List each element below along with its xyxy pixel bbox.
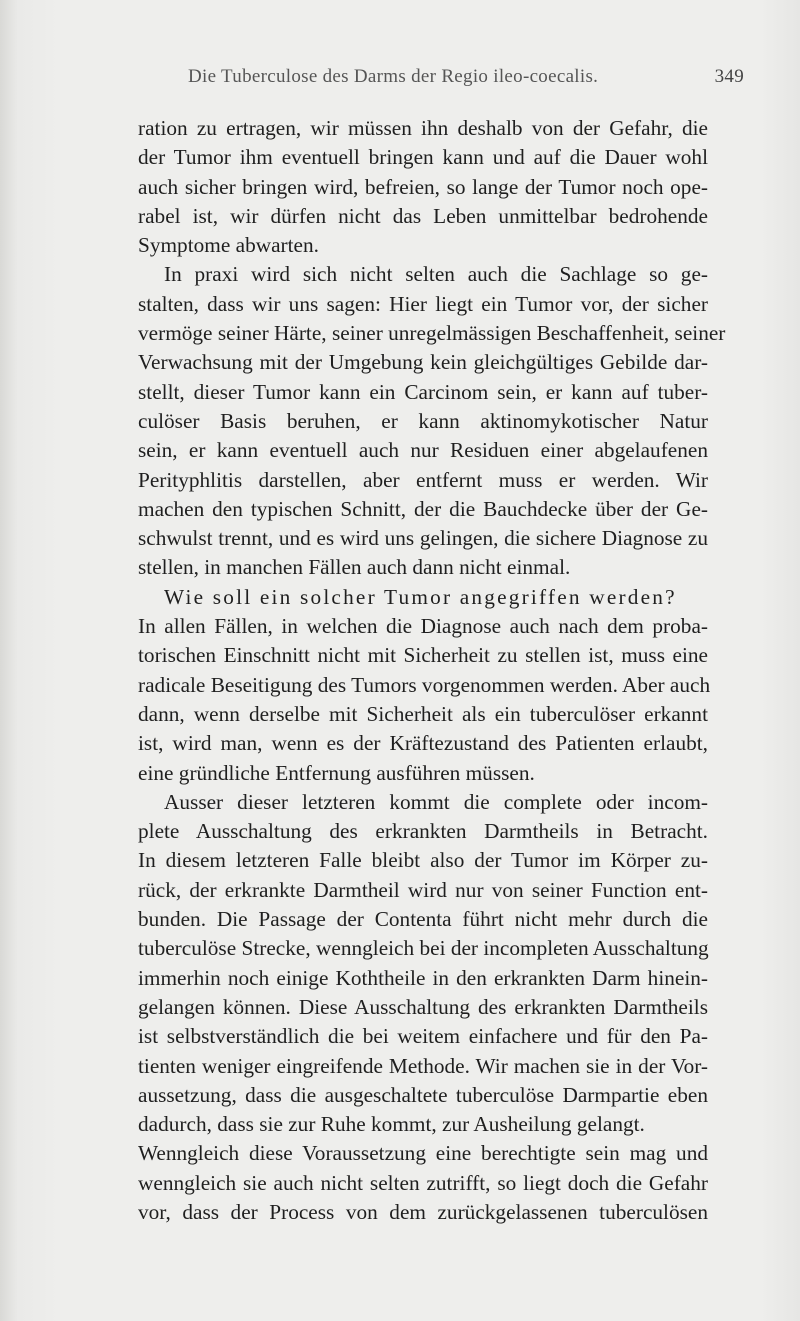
text-line: Perityphlitis darstellen, aber entfernt muss er werden. Wir xyxy=(138,467,708,492)
text-line: stellt, dieser Tumor kann ein Carcinom sein, er kann auf tuber- xyxy=(138,379,708,404)
text-line: stellen, in manchen Fällen auch dann nicht einmal. xyxy=(138,555,571,580)
text-line: ration zu ertragen, wir müssen ihn deshalb von der Gefahr, die xyxy=(138,116,708,140)
text-line: Ausser dieser letzteren kommt die complete oder incom- xyxy=(164,789,708,814)
text-line: culöser Basis beruhen, er kann aktinomykotischer Natur xyxy=(138,408,708,433)
text-line: bunden. Die Passage der Contenta führt nicht mehr durch die xyxy=(138,907,708,932)
text-line: ist selbstverständlich die bei weitem einfachere und für den Pa- xyxy=(138,1024,708,1049)
text-line: dadurch, dass sie zur Ruhe kommt, zur Ausheilung gelangt. xyxy=(138,1112,645,1137)
text-line: aussetzung, dass die ausgeschaltete tuberculöse Darmpartie eben xyxy=(138,1082,708,1107)
text-line: schwulst trennt, und es wird uns gelingen, die sichere Diagnose zu xyxy=(138,526,708,551)
text-line: dann, wenn derselbe mit Sicherheit als ein tuberculöser erkannt xyxy=(138,701,708,726)
text-line: radicale Beseitigung des Tumors vorgenommen werden. Aber auch xyxy=(138,672,711,697)
text-line: In diesem letzteren Falle bleibt also der Tumor im Körper zu- xyxy=(138,848,708,873)
text-line: rabel ist, wir dürfen nicht das Leben unmittelbar bedrohende xyxy=(138,203,708,228)
text-line: vor, dass der Process von dem zurückgelassenen tuberculösen xyxy=(138,1199,708,1224)
text-line: tienten weniger eingreifende Methode. Wir machen sie in der Vor- xyxy=(138,1053,708,1078)
text-line: auch sicher bringen wird, befreien, so lange der Tumor noch ope- xyxy=(138,174,708,199)
text-line: In allen Fällen, in welchen die Diagnose auch nach dem proba- xyxy=(138,614,708,639)
text-line: vermöge seiner Härte, seiner unregelmässigen Beschaffenheit, seiner xyxy=(138,321,726,346)
text-line: sein, er kann eventuell auch nur Residuen einer abgelaufenen xyxy=(138,438,708,463)
text-line: stalten, dass wir uns sagen: Hier liegt ein Tumor vor, der sicher xyxy=(138,291,708,316)
text-line: Verwachsung mit der Umgebung kein gleichgültiges Gebilde dar- xyxy=(138,350,708,375)
text-line: In praxi wird sich nicht selten auch die Sachlage so ge- xyxy=(164,262,708,287)
text-line: plete Ausschaltung des erkrankten Darmtheils in Betracht. xyxy=(138,819,708,844)
text-body xyxy=(138,114,726,1227)
text-line: tuberculöse Strecke, wenngleich bei der incompleten Ausschaltung xyxy=(138,936,709,961)
text-line: wenngleich sie auch nicht selten zutrifft, so liegt doch die Gefahr xyxy=(138,1170,708,1195)
text-line: immerhin noch einige Koththeile in den erkrankten Darm hinein- xyxy=(138,965,708,990)
page-number: 349 xyxy=(714,66,744,87)
text-line: gelangen können. Diese Ausschaltung des erkrankten Darmtheils xyxy=(138,994,708,1019)
text-line: eine gründliche Entfernung ausführen müssen. xyxy=(138,760,535,785)
section-question: Wie soll ein solcher Tumor angegriffen werden? xyxy=(164,584,677,609)
running-title: Die Tuberculose des Darms der Regio ileo-coecalis. xyxy=(188,66,599,87)
text-line: Wenngleich diese Voraussetzung eine berechtigte sein mag und xyxy=(138,1141,708,1166)
text-line: rück, der erkrankte Darmtheil wird nur von seiner Function ent- xyxy=(138,877,708,902)
text-line: machen den typischen Schnitt, der die Bauchdecke über der Ge- xyxy=(138,496,708,521)
text-line: Symptome abwarten. xyxy=(138,233,319,258)
text-line: der Tumor ihm eventuell bringen kann und auf die Dauer wohl xyxy=(138,145,708,170)
text-line: torischen Einschnitt nicht mit Sicherheit zu stellen ist, muss eine xyxy=(138,643,708,668)
text-line: ist, wird man, wenn es der Kräftezustand des Patienten erlaubt, xyxy=(138,731,708,756)
